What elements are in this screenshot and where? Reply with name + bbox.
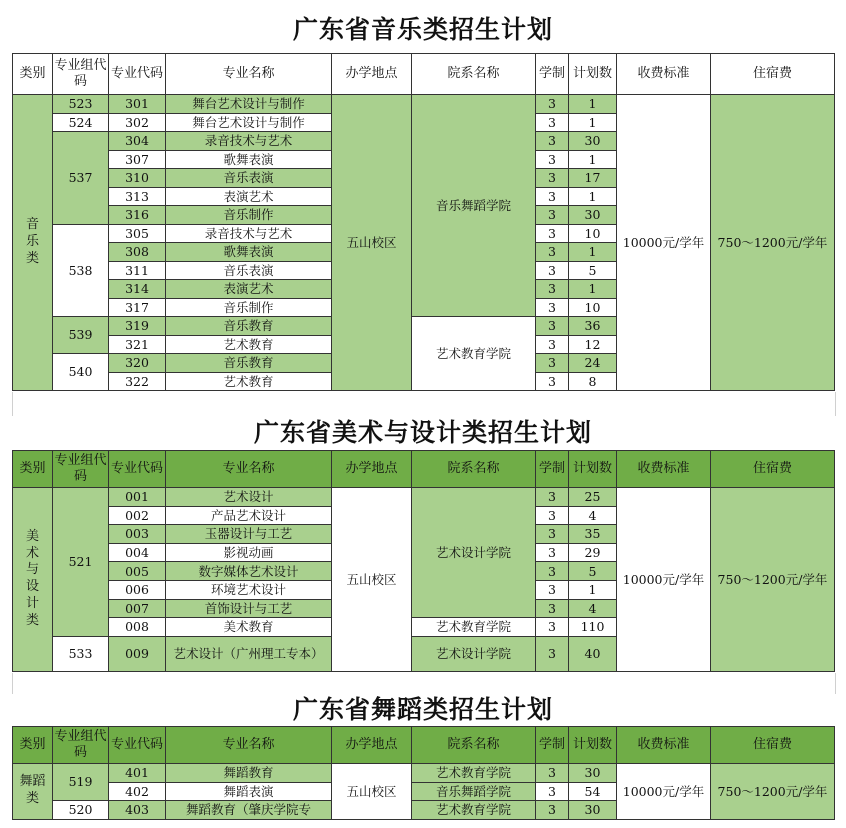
group-code-cell: 540 <box>53 354 109 391</box>
quota-cell: 5 <box>569 261 617 280</box>
group-code-cell: 521 <box>53 488 109 637</box>
quota-cell: 36 <box>569 317 617 336</box>
table-row <box>13 95 835 114</box>
group-code-cell: 533 <box>53 636 109 671</box>
years-cell: 3 <box>536 317 569 336</box>
header-major-name: 专业名称 <box>166 727 332 764</box>
group-code-cell: 524 <box>53 113 109 132</box>
header-quota: 计划数 <box>569 54 617 95</box>
major-code-cell: 301 <box>109 95 166 114</box>
major-code-cell: 322 <box>109 372 166 391</box>
major-code-cell: 005 <box>109 562 166 581</box>
years-cell: 3 <box>536 488 569 507</box>
major-name-cell: 音乐教育 <box>166 317 332 336</box>
college-cell: 音乐舞蹈学院 <box>412 95 536 317</box>
major-name-cell: 表演艺术 <box>166 280 332 299</box>
dorm-cell: 750～1200元/学年 <box>711 764 835 820</box>
group-code-cell: 519 <box>53 764 109 801</box>
group-code-cell: 539 <box>53 317 109 354</box>
college-cell: 艺术教育学院 <box>412 618 536 637</box>
major-code-cell: 002 <box>109 506 166 525</box>
years-cell: 3 <box>536 525 569 544</box>
major-code-cell: 302 <box>109 113 166 132</box>
major-name-cell: 录音技术与艺术 <box>166 224 332 243</box>
major-name-cell: 美术教育 <box>166 618 332 637</box>
major-code-cell: 319 <box>109 317 166 336</box>
quota-cell: 8 <box>569 372 617 391</box>
quota-cell: 29 <box>569 543 617 562</box>
college-cell: 音乐舞蹈学院 <box>412 782 536 801</box>
major-name-cell: 产品艺术设计 <box>166 506 332 525</box>
category-label: 音乐类 <box>25 217 39 266</box>
years-cell: 3 <box>536 599 569 618</box>
major-name-cell: 音乐制作 <box>166 206 332 225</box>
quota-cell: 30 <box>569 132 617 151</box>
major-code-cell: 401 <box>109 764 166 783</box>
major-name-cell: 舞蹈表演 <box>166 782 332 801</box>
major-name-cell: 舞台艺术设计与制作 <box>166 95 332 114</box>
music-plan-table <box>12 53 835 391</box>
major-name-cell: 艺术教育 <box>166 335 332 354</box>
major-name-cell: 歌舞表演 <box>166 243 332 262</box>
group-code-cell: 520 <box>53 801 109 820</box>
tuition-cell: 10000元/学年 <box>617 488 711 672</box>
category-label: 舞蹈类 <box>19 774 46 807</box>
major-code-cell: 304 <box>109 132 166 151</box>
years-cell: 3 <box>536 562 569 581</box>
college-cell: 艺术教育学院 <box>412 764 536 783</box>
quota-cell: 4 <box>569 599 617 618</box>
major-code-cell: 317 <box>109 298 166 317</box>
major-name-cell: 玉器设计与工艺 <box>166 525 332 544</box>
header-college: 院系名称 <box>412 727 536 764</box>
college-cell: 艺术教育学院 <box>412 317 536 391</box>
category-cell <box>13 95 53 391</box>
category-cell <box>13 764 53 820</box>
dance-plan-table <box>12 726 835 820</box>
quota-cell: 25 <box>569 488 617 507</box>
header-group-code: 专业组代码 <box>53 727 109 764</box>
header-major-name: 专业名称 <box>166 451 332 488</box>
major-code-cell: 320 <box>109 354 166 373</box>
major-name-cell: 歌舞表演 <box>166 150 332 169</box>
major-name-cell: 音乐表演 <box>166 169 332 188</box>
college-cell: 艺术设计学院 <box>412 636 536 671</box>
major-code-cell: 321 <box>109 335 166 354</box>
college-cell: 艺术设计学院 <box>412 488 536 618</box>
years-cell: 3 <box>536 506 569 525</box>
major-code-cell: 403 <box>109 801 166 820</box>
section-spacer <box>12 392 836 416</box>
major-name-cell: 表演艺术 <box>166 187 332 206</box>
header-college: 院系名称 <box>412 451 536 488</box>
art-section-title: 广东省美术与设计类招生计划 <box>253 418 592 447</box>
header-campus: 办学地点 <box>332 54 412 95</box>
header-tuition: 收费标准 <box>617 727 711 764</box>
header-tuition: 收费标准 <box>617 451 711 488</box>
campus-cell: 五山校区 <box>332 95 412 391</box>
category-label: 美术与设计类 <box>25 528 39 629</box>
years-cell: 3 <box>536 113 569 132</box>
years-cell: 3 <box>536 543 569 562</box>
group-code-cell: 537 <box>53 132 109 225</box>
header-group-code: 专业组代码 <box>53 54 109 95</box>
major-code-cell: 008 <box>109 618 166 637</box>
campus-cell: 五山校区 <box>332 764 412 820</box>
years-cell: 3 <box>536 261 569 280</box>
years-cell: 3 <box>536 636 569 671</box>
header-major-code: 专业代码 <box>109 451 166 488</box>
years-cell: 3 <box>536 298 569 317</box>
major-code-cell: 402 <box>109 782 166 801</box>
header-category: 类别 <box>13 727 53 764</box>
quota-cell: 1 <box>569 113 617 132</box>
major-code-cell: 307 <box>109 150 166 169</box>
major-code-cell: 316 <box>109 206 166 225</box>
header-campus: 办学地点 <box>332 451 412 488</box>
years-cell: 3 <box>536 169 569 188</box>
table-header-row <box>13 727 835 764</box>
section-spacer <box>12 673 836 694</box>
years-cell: 3 <box>536 150 569 169</box>
years-cell: 3 <box>536 206 569 225</box>
college-cell: 艺术教育学院 <box>412 801 536 820</box>
years-cell: 3 <box>536 354 569 373</box>
table-row <box>13 764 835 783</box>
dance-section-title: 广东省舞蹈类招生计划 <box>292 695 553 724</box>
major-name-cell: 环境艺术设计 <box>166 580 332 599</box>
header-years: 学制 <box>536 451 569 488</box>
quota-cell: 110 <box>569 618 617 637</box>
years-cell: 3 <box>536 580 569 599</box>
header-quota: 计划数 <box>569 451 617 488</box>
major-name-cell: 首饰设计与工艺 <box>166 599 332 618</box>
art-plan-table <box>12 450 835 672</box>
years-cell: 3 <box>536 280 569 299</box>
category-cell <box>13 488 53 672</box>
campus-cell: 五山校区 <box>332 488 412 672</box>
header-group-code: 专业组代码 <box>53 451 109 488</box>
major-code-cell: 003 <box>109 525 166 544</box>
header-college: 院系名称 <box>412 54 536 95</box>
major-name-cell: 艺术设计 <box>166 488 332 507</box>
major-code-cell: 310 <box>109 169 166 188</box>
header-campus: 办学地点 <box>332 727 412 764</box>
major-name-cell: 舞台艺术设计与制作 <box>166 113 332 132</box>
years-cell: 3 <box>536 224 569 243</box>
major-code-cell: 314 <box>109 280 166 299</box>
quota-cell: 30 <box>569 764 617 783</box>
header-dorm: 住宿费 <box>711 451 835 488</box>
years-cell: 3 <box>536 372 569 391</box>
major-name-cell: 录音技术与艺术 <box>166 132 332 151</box>
years-cell: 3 <box>536 187 569 206</box>
header-tuition: 收费标准 <box>617 54 711 95</box>
header-years: 学制 <box>536 54 569 95</box>
tuition-cell: 10000元/学年 <box>617 764 711 820</box>
dorm-cell: 750～1200元/学年 <box>711 488 835 672</box>
major-code-cell: 007 <box>109 599 166 618</box>
years-cell: 3 <box>536 764 569 783</box>
years-cell: 3 <box>536 95 569 114</box>
table-header-row <box>13 451 835 488</box>
quota-cell: 10 <box>569 224 617 243</box>
group-code-cell: 523 <box>53 95 109 114</box>
major-name-cell: 音乐表演 <box>166 261 332 280</box>
quota-cell: 5 <box>569 562 617 581</box>
major-code-cell: 001 <box>109 488 166 507</box>
major-code-cell: 313 <box>109 187 166 206</box>
quota-cell: 40 <box>569 636 617 671</box>
major-code-cell: 006 <box>109 580 166 599</box>
quota-cell: 30 <box>569 801 617 820</box>
major-code-cell: 305 <box>109 224 166 243</box>
quota-cell: 54 <box>569 782 617 801</box>
header-years: 学制 <box>536 727 569 764</box>
group-code-cell: 538 <box>53 224 109 317</box>
quota-cell: 1 <box>569 150 617 169</box>
major-name-cell: 音乐制作 <box>166 298 332 317</box>
quota-cell: 1 <box>569 95 617 114</box>
header-dorm: 住宿费 <box>711 727 835 764</box>
table-row <box>13 488 835 507</box>
major-name-cell: 艺术教育 <box>166 372 332 391</box>
quota-cell: 10 <box>569 298 617 317</box>
major-code-cell: 311 <box>109 261 166 280</box>
quota-cell: 35 <box>569 525 617 544</box>
header-major-name: 专业名称 <box>166 54 332 95</box>
major-name-cell: 数字媒体艺术设计 <box>166 562 332 581</box>
major-name-cell: 音乐教育 <box>166 354 332 373</box>
major-code-cell: 308 <box>109 243 166 262</box>
quota-cell: 24 <box>569 354 617 373</box>
years-cell: 3 <box>536 618 569 637</box>
years-cell: 3 <box>536 801 569 820</box>
quota-cell: 30 <box>569 206 617 225</box>
major-name-cell: 艺术设计（广州理工专本） <box>166 636 332 671</box>
major-name-cell: 影视动画 <box>166 543 332 562</box>
years-cell: 3 <box>536 335 569 354</box>
years-cell: 3 <box>536 132 569 151</box>
major-name-cell: 舞蹈教育 <box>166 764 332 783</box>
header-quota: 计划数 <box>569 727 617 764</box>
quota-cell: 1 <box>569 280 617 299</box>
header-category: 类别 <box>13 54 53 95</box>
major-code-cell: 004 <box>109 543 166 562</box>
quota-cell: 12 <box>569 335 617 354</box>
header-dorm: 住宿费 <box>711 54 835 95</box>
quota-cell: 1 <box>569 580 617 599</box>
major-code-cell: 009 <box>109 636 166 671</box>
header-category: 类别 <box>13 451 53 488</box>
table-header-row <box>13 54 835 95</box>
header-major-code: 专业代码 <box>109 727 166 764</box>
years-cell: 3 <box>536 782 569 801</box>
quota-cell: 1 <box>569 187 617 206</box>
dorm-cell: 750～1200元/学年 <box>711 95 835 391</box>
quota-cell: 1 <box>569 243 617 262</box>
major-name-cell: 舞蹈教育（肇庆学院专 <box>166 801 332 820</box>
years-cell: 3 <box>536 243 569 262</box>
quota-cell: 4 <box>569 506 617 525</box>
quota-cell: 17 <box>569 169 617 188</box>
tuition-cell: 10000元/学年 <box>617 95 711 391</box>
header-major-code: 专业代码 <box>109 54 166 95</box>
music-section-title: 广东省音乐类招生计划 <box>292 15 553 44</box>
